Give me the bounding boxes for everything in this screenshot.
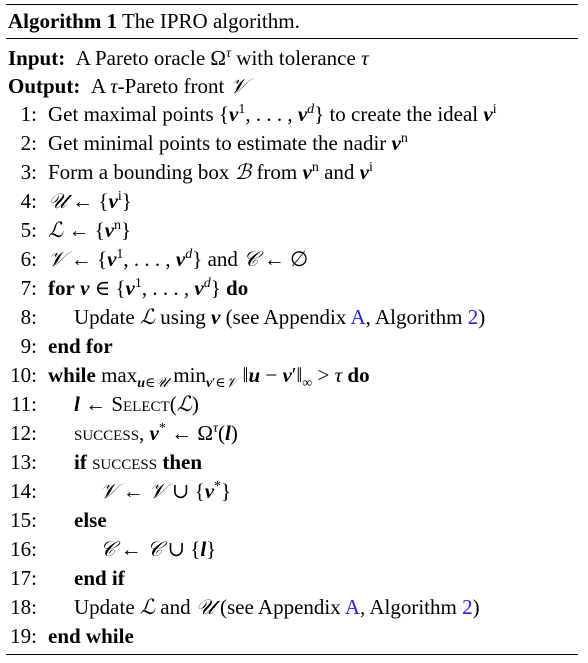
algorithm-line	[6, 361, 578, 390]
algorithm-line	[6, 187, 578, 216]
appendix-link[interactable]: A	[344, 595, 360, 619]
line-text: 𝒱 ← {$v^1$, . . . , $v^d$} and 𝒞 ← ∅	[48, 247, 309, 271]
line-number: 14:	[10, 479, 37, 503]
line-text: Form a bounding box ℬ from $v^n$ and $v^i$	[48, 160, 373, 184]
caption-label: Algorithm 1	[8, 9, 118, 33]
line-number: 5:	[20, 218, 37, 242]
line-number: 2:	[20, 131, 37, 155]
line-text: ℒ ← $\{v^n\}$	[48, 218, 132, 242]
algorithm-line	[6, 564, 578, 593]
algorithm-line	[6, 303, 578, 332]
input-text: A Pareto oracle $\Omega^\tau$ with tolerance τ	[70, 46, 369, 70]
algorithm-line	[6, 216, 578, 245]
line-number: 10:	[10, 363, 37, 387]
line-number: 15:	[10, 508, 37, 532]
algorithm-line	[6, 390, 578, 419]
line-text: end while	[48, 624, 134, 648]
line-text: Update ℒ using v (see Appendix A, Algorithm 2)	[74, 305, 486, 329]
line-text: Update ℒ and 𝒰 (see Appendix A, Algorithm 2)	[74, 595, 480, 619]
line-text: for v ∈ {$v^1$, . . . , $v^d$} do	[48, 276, 249, 300]
line-text: 𝒞 ← 𝒞 ∪ {l}	[100, 537, 217, 561]
algorithm-line	[6, 506, 578, 535]
line-text: Get maximal points {$v^1$, . . . , $v^d$} to create the ideal $v^i$	[48, 102, 497, 126]
line-text: 𝒰 ← $\{v^i\}$	[48, 189, 132, 213]
line-text: if success then	[74, 450, 203, 474]
input-line	[6, 45, 578, 73]
algorithm-line	[6, 477, 578, 506]
line-text: end for	[48, 334, 113, 358]
algorithm-line	[6, 419, 578, 448]
line-number: 12:	[10, 421, 37, 445]
caption-rule	[6, 38, 578, 39]
bottom-rule	[6, 654, 578, 655]
line-number: 3:	[20, 160, 37, 184]
line-number: 17:	[10, 566, 37, 590]
line-text: 𝒱 ← 𝒱 ∪ {v*}	[100, 479, 232, 503]
line-number: 16:	[10, 537, 37, 561]
line-text: end if	[74, 566, 125, 590]
algorithm-line	[6, 245, 578, 274]
line-number: 11:	[10, 392, 37, 416]
algorithm-line	[6, 535, 578, 564]
algorithm-link[interactable]: 2	[462, 595, 473, 619]
line-number: 8:	[20, 305, 37, 329]
line-text: else	[74, 508, 107, 532]
line-number: 7:	[20, 276, 37, 300]
algorithm-line	[6, 158, 578, 187]
algorithm-lines	[6, 100, 578, 651]
output-label: Output:	[8, 73, 81, 98]
line-number: 4:	[20, 189, 37, 213]
line-text: l ← Select(ℒ)	[74, 392, 199, 416]
algorithm-line	[6, 448, 578, 477]
algorithm-line	[6, 593, 578, 622]
appendix-link[interactable]: A	[350, 305, 366, 329]
line-number: 1:	[20, 102, 37, 126]
line-number: 13:	[10, 450, 37, 474]
line-text: success, v* ← $\Omega^\tau(l)$	[74, 421, 238, 445]
output-text: A τ-Pareto front 𝒱	[85, 73, 248, 98]
caption-text: The IPRO algorithm.	[121, 9, 300, 33]
algorithm-line	[6, 129, 578, 158]
algorithm-caption	[6, 5, 578, 35]
output-line	[6, 73, 578, 101]
algorithm-line	[6, 100, 578, 129]
line-number: 19:	[10, 624, 37, 648]
algorithm-line	[6, 622, 578, 651]
input-label: Input:	[8, 46, 66, 70]
line-number: 9:	[20, 334, 37, 358]
algorithm-line	[6, 274, 578, 303]
line-text: while $\max_{u\in 𝒰} \min_{v'\in 𝒱}$ ‖u − $v'‖_\infty > \tau$ do	[48, 363, 370, 391]
algorithm-link[interactable]: 2	[467, 305, 479, 329]
line-number: 18:	[10, 595, 37, 619]
line-text: Get minimal points to estimate the nadir $v^n$	[48, 131, 408, 155]
line-number: 6:	[20, 247, 37, 271]
algorithm-line	[6, 332, 578, 361]
algorithm-block	[6, 4, 578, 651]
